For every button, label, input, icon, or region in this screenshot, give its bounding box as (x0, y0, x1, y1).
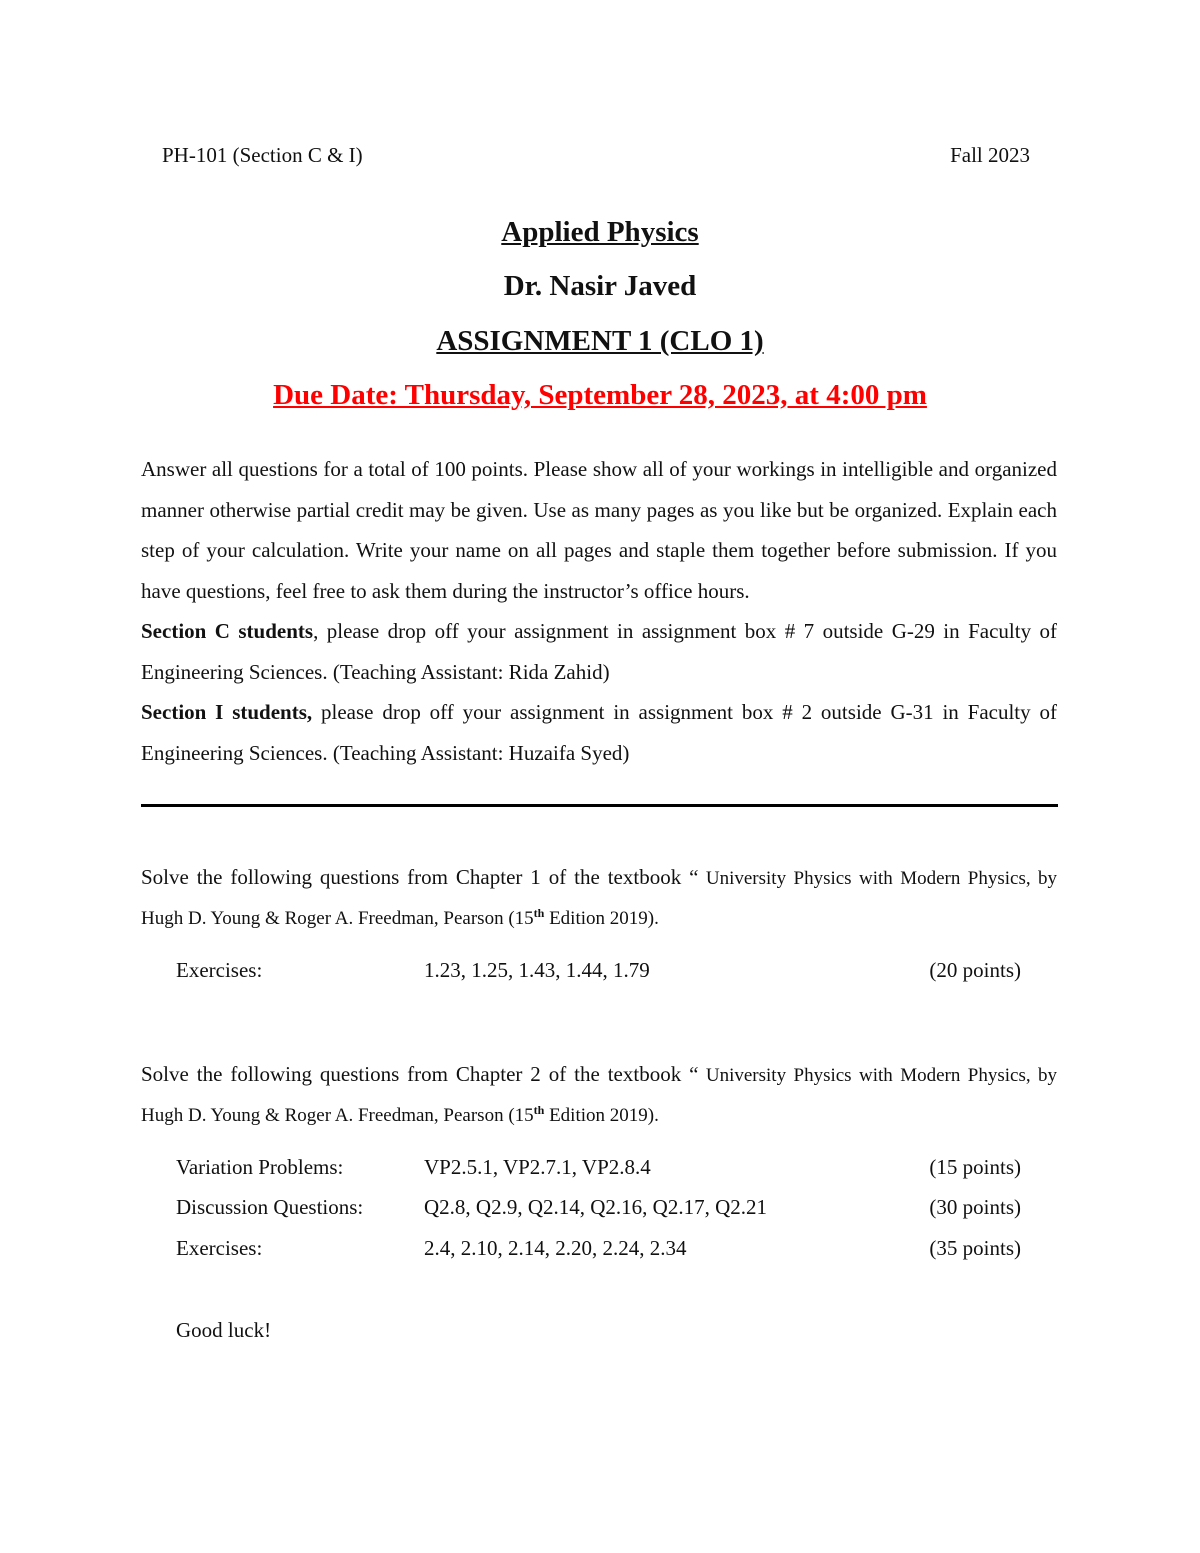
chapter2-discussion-row (176, 1195, 1021, 1225)
row-items: Q2.8, Q2.9, Q2.14, Q2.16, Q2.17, Q2.21 (424, 1195, 767, 1219)
section-c-text: , please drop off your assignment in assignment box # 7 outside G-29 in Faculty of Engineering Sciences. (Teaching Assistant: Rida Zahid) (141, 619, 1058, 684)
course-code: PH-101 (Section C & I) (162, 143, 363, 167)
row-items: 2.4, 2.10, 2.14, 2.20, 2.24, 2.34 (424, 1236, 687, 1260)
chapter2-exercises-row (176, 1236, 1021, 1266)
term: Fall 2023 (950, 143, 1030, 167)
section-i-text: please drop off your assignment in assignment box # 2 outside G-31 in Faculty of Engineering Sciences. (Teaching Assistant: Huzaifa Syed) (141, 700, 1057, 765)
row-points: (20 points) (929, 958, 1021, 982)
row-points: (15 points) (929, 1155, 1021, 1179)
chapter2-book: University Physics with Modern Physics, by Hugh D. Young & Roger A. Freedman, Pearson (15 (141, 1065, 1058, 1126)
document-header (162, 143, 1030, 168)
chapter1-exercises-row (176, 958, 1021, 988)
section-divider (141, 804, 1058, 807)
instructor-name: Dr. Nasir Javed (503, 270, 697, 302)
row-label: Discussion Questions: (176, 1195, 364, 1219)
chapter1-intro (141, 858, 1057, 938)
row-label: Exercises: (176, 958, 263, 982)
chapter2-intro (141, 1055, 1057, 1135)
chapter2-intro-prefix: Solve the following questions from Chapter 2 of the textbook “ (141, 1062, 699, 1086)
row-items: VP2.5.1, VP2.7.1, VP2.8.4 (424, 1155, 651, 1179)
chapter1-book-suffix: Edition 2019). (544, 908, 659, 929)
instructions-block (141, 449, 1057, 773)
assignment-title: ASSIGNMENT 1 (CLO 1) (436, 325, 764, 357)
chapter1-edition-sup: th (533, 906, 545, 920)
course-title: Applied Physics (501, 216, 699, 248)
row-items: 1.23, 1.25, 1.43, 1.44, 1.79 (424, 958, 650, 982)
general-instructions: Answer all questions for a total of 100 points. Please show all of your workings in intelligible and organized manner otherwise partial credit may be given. Use as many pages as you like but be organized. Explain each step of your calculation. Write your name on all pages and staple them together before submission. If you have questions, feel free to ask them during the instructor’s office hours. (141, 457, 1057, 603)
section-c-instructions (141, 611, 1057, 692)
closing-note: Good luck! (176, 1318, 272, 1342)
row-label: Exercises: (176, 1236, 263, 1260)
row-label: Variation Problems: (176, 1155, 344, 1179)
chapter2-book-suffix: Edition 2019). (544, 1105, 659, 1126)
row-points: (35 points) (929, 1236, 1021, 1260)
chapter1-intro-prefix: Solve the following questions from Chapter 1 of the textbook “ (141, 865, 699, 889)
section-i-instructions (141, 692, 1057, 773)
chapter1-book: University Physics with Modern Physics, by Hugh D. Young & Roger A. Freedman, Pearson (15 (141, 868, 1058, 929)
section-c-label: Section C students (141, 619, 314, 643)
chapter2-variation-row (176, 1155, 1021, 1185)
chapter2-edition-sup: th (533, 1103, 545, 1117)
due-date: Due Date: Thursday, September 28, 2023, at 4:00 pm (273, 379, 927, 411)
section-i-label: Section I students, (141, 700, 313, 724)
row-points: (30 points) (929, 1195, 1021, 1219)
